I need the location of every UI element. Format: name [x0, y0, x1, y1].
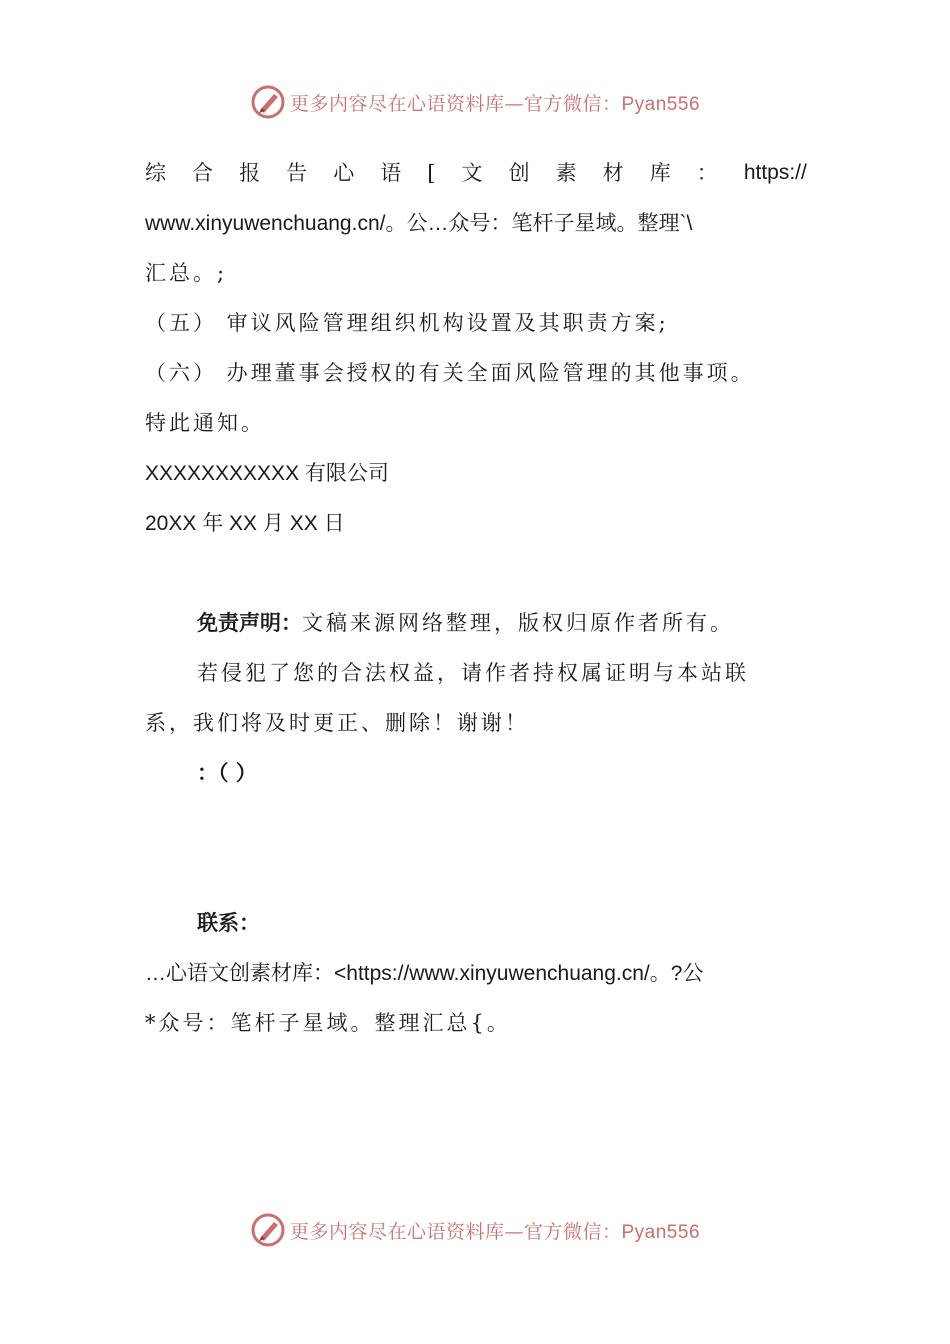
disclaimer-text: 文稿来源网络整理，版权归原作者所有。 [302, 611, 734, 635]
disclaimer-line-2: 若侵犯了您的合法权益，请作者持权属证明与本站联 [197, 661, 749, 685]
contact-line-1: …心语文创素材库：<https://www.xinyuwenchuang.cn/。?公 [145, 962, 704, 985]
notice-text: 特此通知。 [145, 411, 265, 435]
contact-line-2: *众号：笔杆子星域。整理汇总{。 [145, 1011, 511, 1035]
company-name: XXXXXXXXXXX 有限公司 [145, 462, 389, 485]
footer-banner [0, 1210, 950, 1250]
line1-char: 综 [145, 161, 166, 185]
line1-char: 库 [649, 161, 671, 185]
line1-char: 创 [508, 161, 530, 185]
banner-text: 更多内容尽在心语资料库—官方微信：Pyan556 [289, 92, 701, 115]
disclaimer-label: 免责声明： [197, 611, 302, 635]
document-date: 20XX 年 XX 月 XX 日 [145, 512, 345, 535]
line1-char: 语 [380, 161, 402, 185]
line1-char: https:// [743, 161, 807, 184]
line1-char: ： [696, 161, 718, 185]
body-line-3: 汇总。; [145, 261, 228, 285]
list-item-6: （六） 办理董事会授权的有关全面风险管理的其他事项。 [145, 361, 755, 385]
line1-char: 材 [602, 161, 624, 185]
pen-logo-icon [250, 1212, 286, 1248]
body-line-1 [145, 148, 807, 198]
line1-char: [ [427, 161, 436, 185]
banner-text: 更多内容尽在心语资料库—官方微信：Pyan556 [289, 1220, 701, 1243]
line1-char: 报 [239, 161, 261, 185]
document-body [145, 148, 807, 1048]
body-line-2: www.xinyuwenchuang.cn/。公…众号：笔杆子星域。整理`\ [145, 212, 693, 235]
disclaimer-line-3: 系，我们将及时更正、删除！谢谢！ [145, 711, 529, 735]
disclaimer-paren: ：（ ） [197, 761, 257, 785]
header-banner [0, 82, 950, 122]
disclaimer-line [145, 598, 807, 648]
pen-logo-icon [250, 84, 286, 120]
line1-char: 素 [555, 161, 577, 185]
line1-char: 文 [461, 161, 483, 185]
list-item-5: （五） 审议风险管理组织机构设置及其职责方案; [145, 311, 669, 335]
line1-char: 合 [192, 161, 214, 185]
line1-char: 告 [286, 161, 308, 185]
contact-label: 联系： [197, 911, 260, 935]
line1-char: 心 [333, 161, 355, 185]
